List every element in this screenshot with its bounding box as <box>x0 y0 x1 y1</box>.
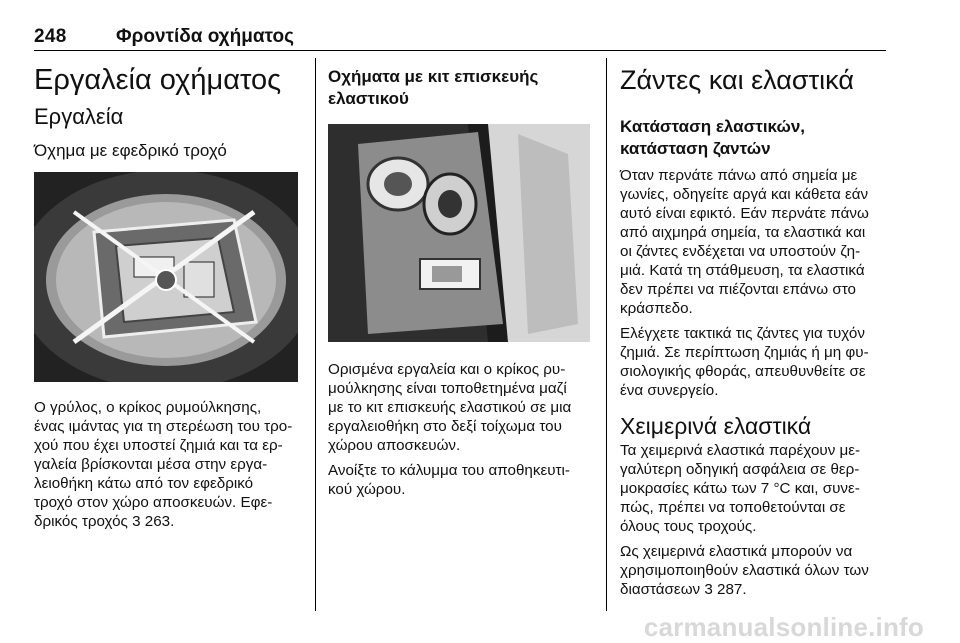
column-1 <box>34 58 306 531</box>
text-line: Ανοίξτε το κάλυμμα του αποθηκευτι- <box>328 462 570 479</box>
text-line: Ελέγχετε τακτικά τις ζάντες για τυχόν <box>620 325 865 342</box>
text-line: όλους τους τροχούς. <box>620 518 757 535</box>
subheading-repair-kit <box>328 66 598 110</box>
spare-wheel-toolbox-image <box>34 172 298 382</box>
column-2 <box>328 58 598 499</box>
text-line: δρικός τροχός 3 263. <box>34 513 175 530</box>
text-line: Ο γρύλος, ο κρίκος ρυμούλκησης, <box>34 399 262 416</box>
text-line: Τα χειμερινά ελαστικά παρέχουν με- <box>620 442 861 459</box>
watermark: carmanualsonline.info <box>643 612 924 642</box>
text-line: λειοθήκη κάτω από τον εφεδρικό <box>34 475 254 492</box>
paragraph-tyre-condition-1 <box>620 166 888 318</box>
page-number: 248 <box>34 26 67 47</box>
text-line: σιολογικής φθοράς, απευθυνθείτε σε <box>620 363 866 380</box>
text-line: αυτό είναι εφικτό. Εάν περνάτε πάνω <box>620 205 869 222</box>
subheading-spare-wheel: Όχημα με εφεδρικό τροχό <box>34 141 227 160</box>
paragraph-repair-kit-2 <box>328 461 598 499</box>
text-line: με το κιτ επισκευής ελαστικού σε μια <box>328 399 572 416</box>
text-line: γαλεία βρίσκονται μέσα στην εργα- <box>34 456 268 473</box>
column-divider-1 <box>315 58 316 611</box>
text-line: διαστάσεων 3 287. <box>620 581 747 598</box>
text-line: μοκρασίες κάτω των 7 °C και, συνε- <box>620 480 860 497</box>
text-line: γωνίες, οδηγείτε αργά και κάθετα εάν <box>620 186 869 203</box>
subsection-title-tools: Εργαλεία <box>34 104 124 129</box>
text-line: Όταν περνάτε πάνω από σημεία με <box>620 167 858 184</box>
text-line: ένας ιμάντας για τη στερέωση του τρο- <box>34 418 293 435</box>
subheading-tyre-condition <box>620 116 888 160</box>
text-line: χού που έχει υποστεί ζημιά και τα ερ- <box>34 437 283 454</box>
text-line: χώρου αποσκευών. <box>328 437 461 454</box>
paragraph-winter-tyres-1 <box>620 441 888 536</box>
text-line: Ορισμένα εργαλεία και ο κρίκος ρυ- <box>328 361 566 378</box>
heading-line: κατάσταση ζαντών <box>620 139 771 158</box>
repair-kit-toolbox-image <box>328 124 590 342</box>
page-header <box>34 26 886 52</box>
paragraph-tyre-condition-2 <box>620 324 888 400</box>
text-line: μούλκησης είναι τοποθετημένα μαζί <box>328 380 567 397</box>
text-line: χρησιμοποιηθούν ελαστικά όλων των <box>620 562 869 579</box>
text-line: εργαλειοθήκη στο δεξί τοίχωμα του <box>328 418 562 435</box>
text-line: κράσπεδο. <box>620 300 693 317</box>
paragraph-repair-kit-1 <box>328 360 598 455</box>
text-line: κού χώρου. <box>328 481 406 498</box>
text-line: πώς, πρέπει να τοποθετούνται σε <box>620 499 846 516</box>
paragraph-winter-tyres-2 <box>620 542 888 599</box>
text-line: ένα συνεργείο. <box>620 382 719 399</box>
heading-line: Κατάσταση ελαστικών, <box>620 117 805 136</box>
header-rule <box>34 50 886 51</box>
subheading-winter-tyres: Χειμερινά ελαστικά <box>620 413 812 439</box>
running-title: Φροντίδα οχήματος <box>116 26 294 47</box>
text-line: οι ζάντες ενδέχεται να υποστούν ζη- <box>620 243 861 260</box>
section-title-wheels-tyres: Ζάντες και ελαστικά <box>620 65 854 95</box>
section-title-tools: Εργαλεία οχήματος <box>34 64 282 96</box>
heading-line: ελαστικού <box>328 89 409 108</box>
paragraph-spare-wheel <box>34 398 306 531</box>
text-line: μιά. Κατά τη στάθμευση, τα ελαστικά <box>620 262 865 279</box>
text-line: γαλύτερη οδηγική ασφάλεια σε θερ- <box>620 461 860 478</box>
column-divider-2 <box>606 58 607 611</box>
text-line: από αιχμηρά σημεία, τα ελαστικά και <box>620 224 866 241</box>
text-line: τροχό στον χώρο αποσκευών. Εφε- <box>34 494 273 511</box>
column-3 <box>620 58 888 599</box>
text-line: δεν πρέπει να πιέζονται επάνω στο <box>620 281 856 298</box>
heading-line: Οχήματα με κιτ επισκευής <box>328 67 539 86</box>
text-line: ζημιά. Σε περίπτωση ζημιάς ή μη φυ- <box>620 344 869 361</box>
text-line: Ως χειμερινά ελαστικά μπορούν να <box>620 543 853 560</box>
